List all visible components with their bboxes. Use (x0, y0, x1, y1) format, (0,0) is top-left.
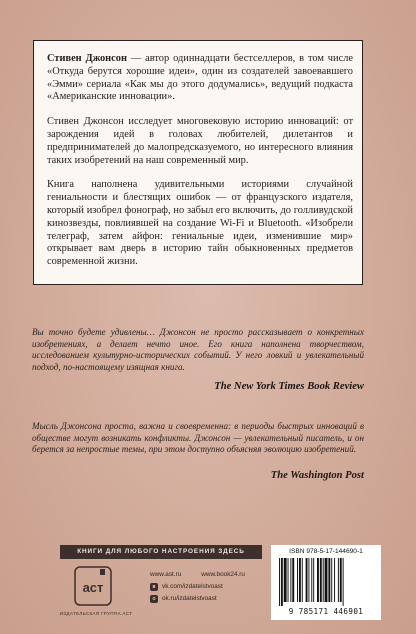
blurb-paragraph-2: Стивен Джонсон исследует многовековую историю инноваций: от зарождения идей в головах любителей, дилетантов и предпринимателей до малопредсказуемого, но интересного влияния таких изобретений на наш современный мир. (47, 116, 353, 166)
barcode-bar (325, 558, 328, 602)
publisher-name: ИЗДАТЕЛЬСКАЯ ГРУППА АСТ (59, 611, 133, 616)
barcode-bar (302, 558, 303, 602)
barcode-panel (271, 545, 381, 620)
vk-link[interactable]: vk.com/izdatelstvoast (162, 583, 223, 590)
barcode-bar (308, 558, 309, 602)
review-quote-1: Вы точно будете удивлены… Джонсон не просто рассказывает о конкретных изобретениях, а делает нечто иное. Его книга наполнена творчеством, исследованием культурно-исторических событий. У него ловкий и увлекательный подход, по-настоящему изящная книга. (32, 327, 364, 372)
barcode-bar (292, 558, 294, 602)
contact-links (150, 569, 245, 605)
barcode-bar (331, 558, 332, 602)
barcode-bar (297, 558, 298, 602)
barcode-number: 9 785171 446901 (288, 607, 364, 616)
ast-logo (72, 565, 114, 607)
isbn-label: ISBN 978-5-17-144690-1 (289, 548, 363, 555)
barcode-bar (299, 558, 301, 602)
vk-icon: в (150, 583, 158, 591)
barcode-bar (279, 558, 280, 606)
ok-icon: о (150, 595, 158, 603)
review-quote-2: Мысль Джонсона проста, важна и своевременна: в периоды быстрых инноваций в обществе могут возникать конфликты. Джонсон — увлекательный писатель, и он берется за непростые темы, при этом доступно объясняя эволюцию изобретений. (32, 421, 364, 455)
barcode-bar (288, 558, 289, 602)
barcode-bar (290, 558, 291, 602)
blurb-paragraph-3: Книга наполнена удивительными историями случайной гениальности и блестящих ошибок — от французского издателя, который изобрел фонограф, но забыл его включить, до голливудской кинозвезды, повлиявшей на создание Wi-Fi и Bluetooth. «Изобрели телеграф, затем айфон: гениальные идеи, изменившие мир» открывает вам дверь в историю тайн обыкновенных предметов современной жизни. (47, 179, 353, 268)
barcode-bar (284, 558, 287, 602)
ok-link[interactable]: ok.ru/izdatelstvoast (162, 595, 217, 602)
barcode-bar (343, 558, 344, 606)
site-link-ast[interactable]: www.ast.ru (150, 571, 182, 578)
barcode-bar (317, 558, 319, 602)
blurb-paragraph-1-text: — автор одиннадцати бестселлеров, в том числе «Откуда берутся хорошие идеи», один из создателей завоевавшего «Эмми» сериала «Как мы до этого додумались», ведущий подкаста «Американские инновации». (47, 53, 354, 103)
author-name: Стивен Джонсон (47, 53, 127, 64)
review-source-1: The New York Times Book Review (214, 381, 364, 392)
blurb-paragraph-1 (47, 53, 353, 104)
barcode-bar (306, 558, 308, 602)
barcode-bar (323, 558, 324, 602)
barcode-bar (328, 558, 330, 602)
description-box (33, 40, 363, 285)
site-link-book24[interactable]: www.book24.ru (201, 571, 245, 578)
barcode-bar (281, 558, 283, 606)
barcode (279, 558, 373, 606)
tagline-banner: КНИГИ ДЛЯ ЛЮБОГО НАСТРОЕНИЯ ЗДЕСЬ (60, 545, 262, 559)
barcode-bar (311, 558, 312, 602)
barcode-bar (338, 558, 339, 602)
logo-text: аст (82, 580, 104, 595)
review-source-2: The Washington Post (270, 470, 364, 481)
barcode-bar (340, 558, 342, 602)
barcode-bar (320, 558, 322, 602)
barcode-bar (334, 558, 335, 602)
barcode-bar (313, 558, 314, 602)
